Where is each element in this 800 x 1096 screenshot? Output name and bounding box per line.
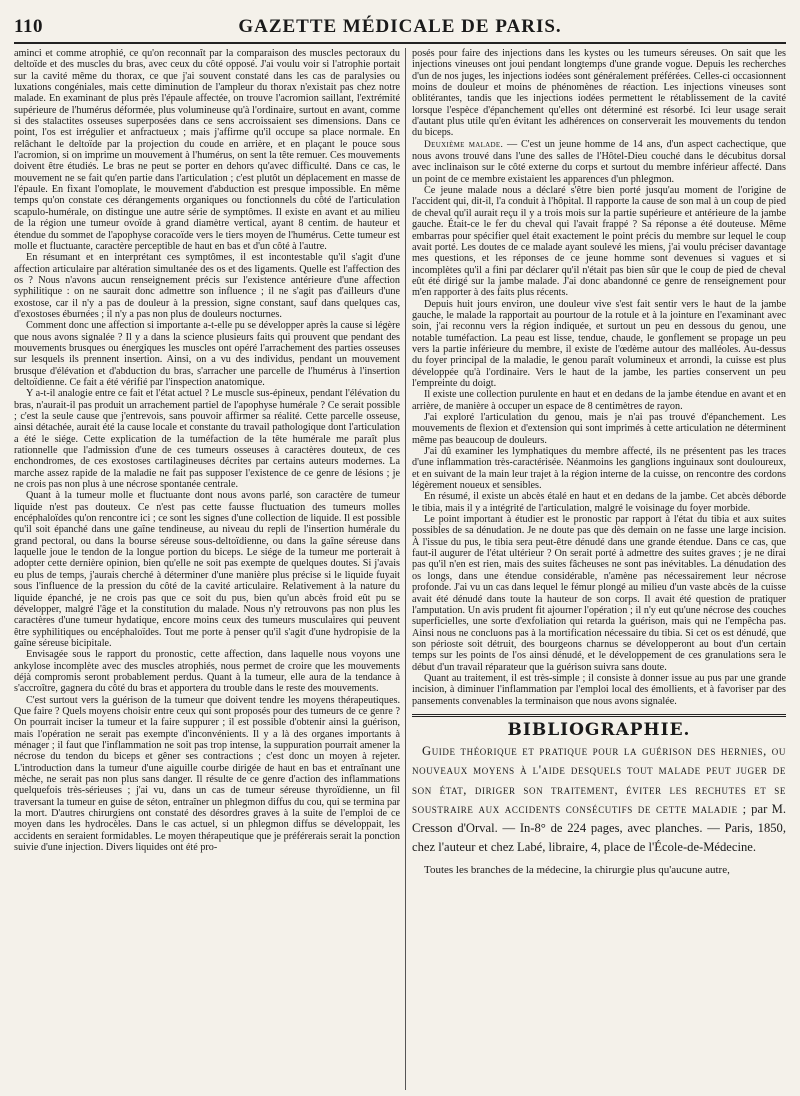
article-paragraph: J'ai exploré l'articulation du genou, mais je n'ai pas trouvé d'épanchement. Les mouvements de flexion et d'extension qui sont imprimés à cette articulation ne déterminent même pas beaucoup de douleurs. (412, 412, 786, 446)
article-paragraph: Y a-t-il analogie entre ce fait et l'état actuel ? Le muscle sus-épineux, pendant l'élévation du bras, n'aurait-il pas produit un arrachement partiel de l'apophyse humérale ? Ce serait possible ; c'est la seule cause que j'entrevois, sans pouvoir affirmer sa réalité. Cette parcelle osseuse, ainsi détachée, aurait été la cause locale et constante du travail pathologique dont l'articulation a été le siége. Cette explication de la tuméfaction de la tête humérale me paraît plus rationnelle que l'admission d'une de ces tumeurs osseuses à caractères douteux, de ces enchondromes, de ces exostoses cartilagineuses décrites par certains auteurs modernes. La marche assez rapide de la maladie ne fait pas supposer l'existence de ce genre de lésions ; je ne crois pas non plus à une nécrose spontanée centrale. (14, 388, 400, 491)
right-column (412, 48, 786, 1090)
case-label: Deuxième malade. (424, 139, 504, 150)
bibliography-heading: BIBLIOGRAPHIE. (507, 719, 691, 740)
review-paragraph: Toutes les branches de la médecine, la chirurgie plus qu'aucune autre, (424, 863, 730, 876)
article-paragraph: Il existe une collection purulente en haut et en dedans de la jambe étendue en avant et en arrière, de manière à occuper un espace de 8 centimètres de rayon. (412, 389, 786, 412)
column-divider (405, 48, 406, 1090)
page-number: 110 (14, 16, 43, 37)
article-paragraph: Comment donc une affection si importante a-t-elle pu se développer après la cause si légère que nous avons signalée ? Il y a dans la science plusieurs faits qui prouvent que pendant des mouvements brusques ou énergiques les muscles ont opéré l'arrachement des parties osseuses sur lesquels ils prennent insertion. Ainsi, on a vu des individus, pendant un mouvement brusque d'élévation et d'abduction du bras, s'arracher une parcelle de l'humérus à l'insertion deltoïdienne. Ce fait a été vérifié par l'inspection anatomique. (14, 320, 400, 388)
left-column (14, 48, 400, 1090)
article-paragraph: posés pour faire des injections dans les kystes ou les tumeurs séreuses. On sait que les injections vineuses ont joui pendant longtemps d'une grande vogue. Depuis les recherches d'un de nos juges, les injections iodées sont généralement préférées. Celles-ci occasionnent moins de douleur et moins de phénomènes de réaction. Les injections vineuses sont oblitérantes, tandis que les injections iodées permettent le rétablissement de la cavité lorsque l'espèce d'épanchement qu'elles ont déterminé est résorbé. Ici leur usage serait d'autant plus utile qu'en évitant les adhérences on conserverait les mouvements du tendon du biceps. (412, 48, 786, 139)
book-entry (412, 742, 786, 857)
article-paragraph: Le point important à étudier est le pronostic par rapport à l'état du tibia et aux suites possibles de sa dénudation. Je ne doute pas que dès demain on ne fasse une large incision. À l'issue du pus, le tibia sera peut-être dénudé dans une grande étendue. Dans ce cas, que faut-il augurer de l'état ultérieur ? On serait porté à admettre des suites graves ; je ne dirai pas qu'il n'en est rien, mais des suites fâcheuses ne sont pas inévitables. La dénudation des os longs, dans une étendue considérable, n'amène pas nécessairement leur nécrose profonde. J'ai vu un cas dans lequel le fémur plongé au milieu d'un vaste abcès de la cuisse avait été dénudé dans toute la hauteur de son corps. Il avait été question de pratiquer l'amputation. Un avis prudent fit ajourner l'opération ; il n'y eut qu'une nécrose des couches superficielles, une sorte d'exfoliation qui retarda la guérison, mais qui ne l'empêcha pas. Ainsi nous ne concluons pas à la mortification nécessaire du tibia. Si cet os est dénudé, que son périoste soit détruit, des bourgeons charnus se développeront au bout d'un certain temps sur les points de l'os ainsi dénudé, et le développement de ces granulations sera le début d'un travail réparateur que la guérison suivra sans doute. (412, 514, 786, 673)
book-details: par M. Cresson d'Orval. — In-8° de 224 pages, avec planches. — Paris, 1850, chez l'auteur et chez Labé, libraire, 4, place de l'École-de-Médecine. (412, 801, 786, 855)
article-paragraph: Depuis huit jours environ, une douleur vive s'est fait sentir vers le haut de la jambe gauche, le malade la rapportait au pourtour de la rotule et à la jointure en l'examinant avec soin, j'ai reconnu vers la région indiquée, et surtout un peu en dessous du genou, une notable tuméfaction. La peau est lisse, tendue, chaude, le gonflement se propage un peu vers la partie inférieure du membre, il existe de l'œdème autour des malléoles. Au-dessus du foyer principal de la maladie, le genou paraît volumineux et arrondi, la cuisse est plus développée qu'à l'ordinaire. Vers le haut de la jambe, les parties conservent un peu l'empreinte du doigt. (412, 298, 786, 389)
case-text: — C'est un jeune homme de 14 ans, d'un aspect cachectique, que nous avons trouvé dans l'une des salles de l'Hôtel-Dieu couché dans le décubitus dorsal avec inclinaison sur le côté externe du corps et surtout du membre inférieur affecté. Dans un point de ce membre existaient les apparences d'un phlegmon. (412, 138, 786, 185)
article-paragraph: C'est surtout vers la guérison de la tumeur que doivent tendre les moyens thérapeutiques. Que faire ? Quels moyens choisir entre ceux qui sont proposés pour des tumeurs de ce genre ? On pourrait inciser la tumeur et la faire suppurer ; il est possible d'obtenir ainsi la guérison, mais l'opération ne serait pas exempte d'inconvénients. Il y a là des organes importants à ménager ; il faut que l'inflammation ne soit pas trop intense, la suppuration pourrait amener la nécrose du tendon du biceps et gêner ses contractions ; c'est donc un moyen à rejeter. L'introduction dans la tumeur d'une aiguille courbe dirigée de haut en bas et entraînant une mèche, ne serait pas non plus sans danger. Il résulte de ce genre d'action des inflammations quelquefois très-sérieuses ; j'ai vu, dans un cas de tumeur séreuse thyroïdienne, un fil traversant la tumeur en guise de séton, entraîner un phlegmon diffus du cou, qui se termina par la mort. D'autres chirurgiens ont constaté des désordres graves à la suite de l'emploi de ce moyen dans les hydrocèles. Dans le cas actuel, si un phlegmon diffus se développait, les accidents en seraient formidables. Le moyen thérapeutique que je préférerais serait la ponction suivie d'une injection. Divers liquides ont été pro- (14, 694, 400, 854)
article-paragraph: J'ai dû examiner les lymphatiques du membre affecté, ils ne présentent pas les traces d'une inflammation très-caractérisée. Néanmoins les ganglions inguinaux sont douloureux, et en suivant de la main leur trajet à la région interne de la cuisse, on rencontre des cordons légèrement noueux et sensibles. (412, 446, 786, 492)
article-paragraph: Envisagée sous le rapport du pronostic, cette affection, dans laquelle nous voyons une ankylose incomplète avec des muscles atrophiés, nous permet de croire que les mouvements déjà compromis seront probablement perdus. Quant à la tumeur, elle aura de la tendance à s'accroître, gagnera du côté du bras et apportera du trouble dans le reste des mouvements. (14, 649, 400, 695)
page-header (14, 14, 786, 44)
article-paragraph: Quant à la tumeur molle et fluctuante dont nous avons parlé, son caractère de tumeur liquide n'est pas douteux. Ce n'est pas cette fausse fluctuation des tumeurs molles encéphaloïdes qu'on rencontre ici ; ce sont les signes d'une collection de liquide. Il est possible qu'il soit épanché dans une gaîne tendineuse, au niveau du repli de l'insertion humérale du grand pectoral, ou dans la bourse séreuse sous-deltoïdienne, ou dans la gaîne séreuse dans laquelle joue le tendon de la longue portion du biceps. Le siége de la tumeur me porterait à adopter cette dernière opinion, bien qu'elle ne soit pas exempte de quelques doutes. Si j'avais eu plus de temps, j'aurais cherché à déterminer d'une manière plus précise si le liquide fuyait sous l'influence de la pression du côté de la cavité articulaire. Relativement à la nature du liquide épanché, je ne crois pas que ce soit du pus, bien qu'un abcès froid eût pu se développer, malgré l'âge et la constitution du malade. Nous n'y retrouvons pas non plus les caractères d'une tumeur hydatique, encore moins ceux des tumeurs musculaires qui peuvent être syphilitiques ou encéphaloïdes. Tout me porte à penser qu'il s'agit d'une hydropisie de la gaîne séreuse bicipitale. (14, 490, 400, 649)
case-paragraph (412, 139, 786, 185)
article-paragraph: En résumé, il existe un abcès étalé en haut et en dedans de la jambe. Cet abcès déborde le tibia, mais il y a intégrité de l'articulation, malgré le voisinage du foyer morbide. (412, 491, 786, 514)
article-paragraph: En résumant et en interprétant ces symptômes, il est incontestable qu'il s'agit d'une affection articulaire par altération simultanée des os et des ligaments. Quelle est l'affection des os ? Nous n'avons aucun renseignement précis sur l'existence antérieure d'une affection syphilitique : on ne saurait donc admettre son influence ; il ne s'agit pas d'ailleurs d'une exostose, car il n'y a pas de douleur à la pression, signe constant, sauf dans quelques cas, d'exostoses éburnées ; il n'y a pas non plus de douleurs nocturnes. (14, 252, 400, 320)
article-paragraph: aminci et comme atrophié, ce qu'on reconnaît par la comparaison des muscles pectoraux du deltoïde et des muscles du bras, avec ceux du côté opposé. J'ai voulu voir si l'atrophie portait sur la cavité même du thorax, ce que j'ai souvent constaté dans les cas de paralysies ou luxations congéniales, mais cette diminution de l'ampleur du thorax n'existait pas chez notre malade. En examinant de plus près l'épaule affectée, on trouve l'acromion saillant, l'extrémité supérieure de l'humérus déformée, plus volumineuse qu'à l'ordinaire, surtout en avant, comme si des stalactites osseuses superposées dans ce sens accroissaient ses dimensions. Dans ce point, l'os est irrégulier et anfractueux ; mais j'affirme qu'il occupe sa place normale. En relâchant le deltoïde par la projection du coude en arrière, et en plaçant le pouce sous l'acromion, si on imprime un mouvement à l'humérus, on sent la tête remuer. Ces mouvements doivent être étudiés. Le bras ne peut se porter en dehors qu'avec difficulté. Dans ce cas, le mouvement ne se fait qu'en partie dans l'articulation ; c'est plutôt un déplacement en masse de l'épaule. En fixant l'omoplate, le mouvement d'abduction est presque impossible. En même temps qu'on constate ces dérangements organiques ou fonctionnels du côté de l'articulation scapulo-humérale, on distingue une autre série de symptômes. Il existe en avant et au milieu de la région une tumeur ovoïde à grand diamètre vertical, ayant 8 centim. de hauteur et étendue du sommet de l'apophyse coracoïde vers le tiers moyen de l'humérus. Cette tumeur est molle et fluctuante, caractère perceptible de haut en bas et d'un côté à l'autre. (14, 48, 400, 252)
publication-title: GAZETTE MÉDICALE DE PARIS. (238, 16, 562, 37)
bibliography-section (412, 714, 786, 877)
article-paragraph: Ce jeune malade nous a déclaré s'être bien porté jusqu'au moment de l'origine de l'accident qui, dit-il, l'a conduit à l'hôpital. Il rapporte la cause de son mal à un coup de pied de cheval qu'il aurait reçu il y a trois mois sur la partie supérieure et antérieure de la jambe gauche. Était-ce le fer du cheval qui l'avait frappé ? Sa réponse a été douteuse. Même embarras pour spécifier quel était exactement le point précis du membre sur lequel le coup avait porté. Les doutes de ce malade ayant soulevé les miens, j'ai voulu préciser davantage mes questions, et les réponses de ce jeune homme sont devenues si vagues et si incomplètes qu'il a fini par déclarer qu'il n'était pas bien sûr que le coup de pied de cheval eût été dirigé sur la jambe malade. J'ai donc abandonné ce genre de renseignement pour m'en rapporter à des faits plus récents. (412, 185, 786, 299)
article-paragraph: Quant au traitement, il est très-simple ; il consiste à donner issue au pus par une grande incision, à diminuer l'inflammation par l'emploi local des émollients, et à favoriser par des pansements convenables la terminaison que nous avons signalée. (412, 672, 786, 707)
book-title: Guide théorique et pratique pour la guérison des hernies, ou nouveaux moyens à l'aide desquels tout malade peut juger de son état, diriger son traitement, éviter les rechutes et se soustraire aux accidents consécutifs de cette maladie ; (412, 744, 786, 816)
